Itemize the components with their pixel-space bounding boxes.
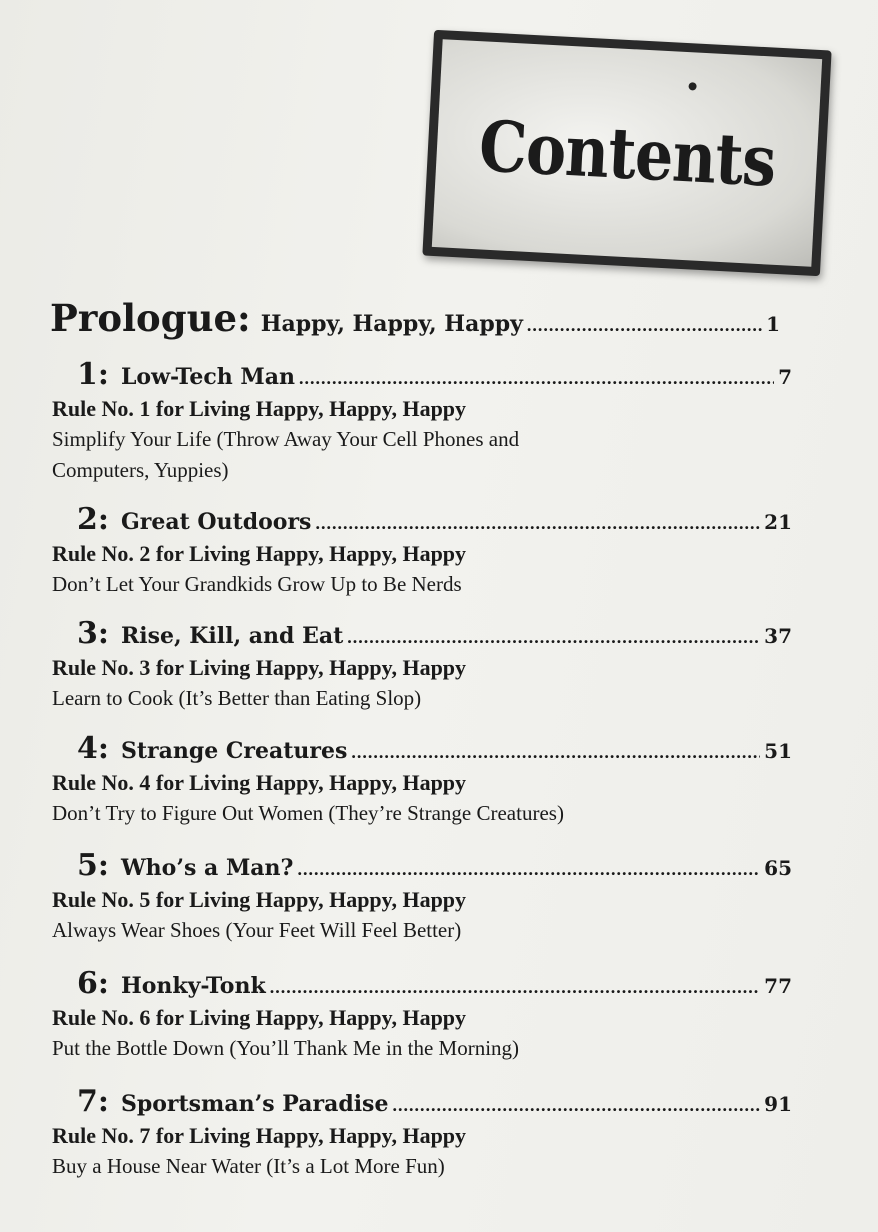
chapter-description: Don’t Try to Figure Out Women (They’re Strange Creatures) (52, 801, 564, 825)
chapter-heading (52, 731, 792, 766)
chapter-rule: Rule No. 4 for Living Happy, Happy, Happy (52, 770, 467, 795)
chapter-rule: Rule No. 7 for Living Happy, Happy, Happy (52, 1123, 467, 1148)
chapter-title: Strange Creatures (120, 738, 348, 764)
chapter-rule: Rule No. 6 for Living Happy, Happy, Happy (52, 1005, 467, 1030)
prologue-label: Prologue: (50, 296, 251, 340)
chapter-number: 4: (77, 731, 109, 766)
chapter-description: Put the Bottle Down (You’ll Thank Me in the Morning) (52, 1036, 520, 1060)
chapter-title: Sportsman’s Paradise (120, 1091, 389, 1117)
chapter-description: Learn to Cook (It’s Better than Eating Slop) (52, 686, 422, 710)
chapter-heading (52, 966, 792, 1001)
dot-leader (527, 315, 762, 336)
chapter-rule: Rule No. 3 for Living Happy, Happy, Happy (52, 655, 467, 680)
dot-leader (299, 368, 774, 389)
dot-leader (315, 513, 760, 534)
chapter-number: 6: (77, 966, 109, 1001)
chapter-title: Rise, Kill, and Eat (120, 623, 344, 649)
page-number: 37 (764, 624, 792, 648)
chapter-rule: Rule No. 2 for Living Happy, Happy, Happy (52, 541, 467, 566)
toc-chapter-4[interactable] (52, 731, 792, 829)
prologue-title: Happy, Happy, Happy (260, 311, 523, 337)
dot-leader (270, 977, 760, 998)
chapter-description: Don’t Let Your Grandkids Grow Up to Be Nerds (52, 572, 462, 596)
chapter-title: Great Outdoors (120, 509, 312, 535)
page-title: Contents (476, 103, 778, 203)
dot-leader (347, 627, 760, 648)
chapter-heading (52, 357, 792, 392)
chapter-title: Who’s a Man? (120, 855, 294, 881)
chapter-number: 7: (77, 1084, 109, 1119)
page-number: 91 (764, 1092, 792, 1116)
page-number: 21 (764, 510, 792, 534)
chapter-number: 5: (77, 848, 109, 883)
chapter-rule: Rule No. 1 for Living Happy, Happy, Happy (52, 396, 467, 421)
toc-chapter-3[interactable] (52, 616, 792, 714)
toc-chapter-2[interactable] (52, 502, 792, 600)
chapter-heading (52, 616, 792, 651)
chapter-number: 2: (77, 502, 109, 537)
chapter-description: Always Wear Shoes (Your Feet Will Feel Better) (52, 918, 462, 942)
chapter-number: 3: (77, 616, 109, 651)
toc-chapter-5[interactable] (52, 848, 792, 946)
page-number: 77 (764, 974, 792, 998)
chapter-number: 1: (77, 357, 109, 392)
chapter-heading (52, 502, 792, 537)
toc-chapter-1[interactable] (52, 357, 792, 486)
dot-leader (392, 1095, 760, 1116)
toc-prologue[interactable] (50, 296, 780, 340)
page-number: 1 (766, 312, 780, 336)
dot-leader (351, 742, 760, 763)
toc-chapter-7[interactable] (52, 1084, 792, 1182)
page-number: 7 (778, 365, 792, 389)
page-number: 51 (764, 739, 792, 763)
chapter-heading (52, 848, 792, 883)
dot-leader (297, 859, 760, 880)
page-number: 65 (764, 856, 792, 880)
chapter-title: Honky-Tonk (120, 973, 266, 999)
chapter-rule: Rule No. 5 for Living Happy, Happy, Happy (52, 887, 467, 912)
chapter-description: Buy a House Near Water (It’s a Lot More Fun) (52, 1154, 445, 1178)
toc-chapter-6[interactable] (52, 966, 792, 1064)
chapter-description: Simplify Your Life (Throw Away Your Cell Phones and Computers, Yuppies) (52, 427, 520, 482)
chapter-title: Low-Tech Man (120, 364, 296, 390)
chapter-heading (52, 1084, 792, 1119)
